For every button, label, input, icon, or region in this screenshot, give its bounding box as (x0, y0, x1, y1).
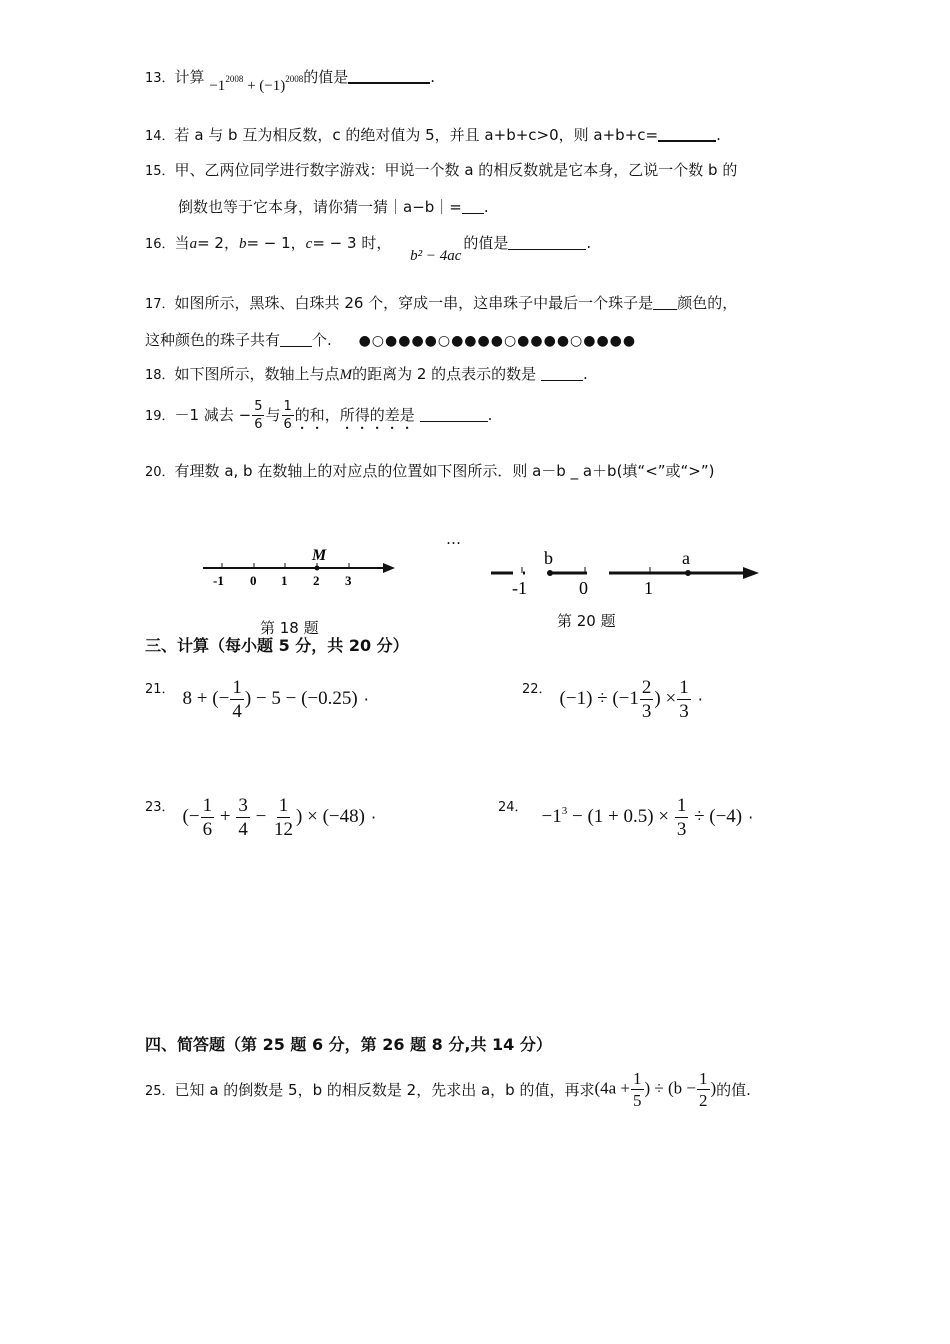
question-19: 19．－1 减去 − $\frac{5}{6}$ 与 $\frac{1}{6}$ 的和，所得的差是 . (145, 399, 493, 432)
q14-text: 若 a 与 b 互为相反数，c 的绝对值为 5，并且 a+b+c>0，则 a+b+c= (174, 126, 659, 144)
ellipsis: … (446, 530, 461, 548)
q16-expression: b² − 4ac (410, 248, 462, 264)
bead-string: ●○●●●●○●●●●○●●●●○●●●● (358, 333, 637, 349)
answer-blank[interactable] (280, 332, 312, 347)
question-number: 15． (145, 164, 175, 179)
question-number: 17． (145, 297, 175, 312)
figure-18-caption: 第 18 题 (260, 619, 319, 637)
question-number: 21． (145, 682, 175, 697)
point-b-label: b (544, 548, 553, 568)
question-21: 21． 8 + (− $\frac{1}{4}$ ) − 5 − (−0.25) · (145, 677, 369, 722)
tick-label: 0 (579, 578, 588, 598)
tick-label: -1 (213, 573, 224, 588)
question-24: 24． $-1^3 - (1 + 0.5)$ × $\frac{1}{3}$ ÷ (−4) · (498, 795, 754, 840)
axis-arrow (383, 563, 395, 573)
question-17-line2: 这种颜色的珠子共有 个. ●○●●●●○●●●●○●●●●○●●●● (145, 331, 637, 349)
question-17: 17．如图所示，黑珠、白珠共 26 个，穿成一串，这串珠子中最后一个珠子是 颜色的， (145, 294, 738, 312)
question-13: 13．计算 $-1^{2008} + (-1)^{2008}$的值是 . (145, 68, 436, 94)
point-m (315, 566, 320, 571)
question-number: 23． (145, 800, 175, 815)
q25-expression: (4a + $\frac{1}{5}$ ) ÷ (b − $\frac{1}{2}$ ) (594, 1069, 717, 1110)
axis-arrow (743, 567, 759, 579)
section-4-title: 四、简答题（第 25 题 6 分，第 26 题 8 分,共 14 分） (145, 1035, 552, 1054)
answer-blank[interactable] (541, 366, 583, 381)
section-3-title: 三、计算（每小题 5 分，共 20 分） (145, 636, 409, 655)
q16-tail: 的值是 (463, 234, 509, 252)
q15-line2: 倒数也等于它本身，请你猜一猜｜a−b｜= (178, 198, 462, 216)
figure-18-number-line (195, 540, 405, 590)
q20-text: 有理数 a, b 在数轴上的对应点的位置如下图所示．则 a－b _ a＋b(填“<”或“>”) (174, 462, 715, 480)
question-23: 23． (− $\frac{1}{6}$ + $\frac{3}{4}$ − $\frac{1}{12}$ ) × (−48) · (145, 795, 377, 840)
answer-blank[interactable] (653, 295, 677, 310)
answer-blank[interactable] (348, 68, 430, 84)
figure-20-number-line (485, 540, 765, 602)
question-15-line2: 倒数也等于它本身，请你猜一猜｜a−b｜= . (178, 198, 489, 216)
tick-label: 1 (644, 578, 653, 598)
question-15 (145, 159, 737, 180)
question-16: 16．当a= 2，b= − 1，c= − 3 时， b² − 4ac的值是 . (145, 234, 592, 264)
question-number: 14． (145, 129, 175, 144)
point-a (685, 570, 691, 576)
question-number: 24． (498, 800, 528, 815)
answer-blank[interactable] (658, 126, 716, 142)
question-number: 16． (145, 237, 175, 252)
tick-label: 3 (345, 573, 352, 588)
figure-20-caption: 第 20 题 (557, 612, 616, 630)
question-25: 25． 已知 a 的倒数是 5，b 的相反数是 2，先求出 a，b 的值，再求 (4a + $\frac{1}{5}$ ) ÷ (b − $\frac{1}{2}$ ) 的值. (145, 1069, 751, 1110)
q25-text: 已知 a 的倒数是 5，b 的相反数是 2，先求出 a，b 的值，再求 (174, 1081, 595, 1099)
answer-blank[interactable] (420, 407, 488, 422)
question-number: 25． (145, 1084, 175, 1099)
question-number: 22． (522, 682, 552, 697)
question-14: 14．若 a 与 b 互为相反数，c 的绝对值为 5，并且 a+b+c>0，则 a+b+c= . (145, 126, 721, 144)
answer-blank[interactable] (508, 235, 586, 250)
question-number: 19． (145, 409, 175, 424)
q22-expression: (−1) ÷ (−1 $\frac{2}{3}$ ) × $\frac{1}{3}$ (559, 677, 689, 722)
q13-tail: 的值是 (303, 68, 349, 86)
q15-line1: 甲、乙两位同学进行数字游戏：甲说一个数 a 的相反数就是它本身，乙说一个数 b 的 (174, 161, 738, 179)
answer-blank[interactable] (462, 199, 484, 214)
tick-label: 1 (281, 573, 288, 588)
q13-expression: $-1^{2008} + (-1)^{2008}$ (209, 74, 304, 94)
tick-label: 2 (313, 573, 320, 588)
q13-label: 计算 (174, 68, 205, 86)
tick-label: 0 (250, 573, 257, 588)
q24-expression: $-1^3 - (1 + 0.5)$ × $\frac{1}{3}$ ÷ (−4) (541, 795, 743, 840)
point-b (547, 570, 553, 576)
point-a-label: a (682, 548, 690, 568)
tick-label: -1 (512, 578, 527, 598)
point-m-label: M (312, 547, 327, 564)
question-20 (145, 460, 715, 481)
q21-expression: 8 + (− $\frac{1}{4}$ ) − 5 − (−0.25) (182, 677, 358, 722)
question-number: 18． (145, 368, 175, 383)
question-22: 22． (−1) ÷ (−1 $\frac{2}{3}$ ) × $\frac{1}{3}$ · (522, 677, 703, 722)
q23-expression: (− $\frac{1}{6}$ + $\frac{3}{4}$ − $\frac{1}{12}$ ) × (−48) (182, 795, 365, 840)
question-number: 20． (145, 465, 175, 480)
question-18: 18．如下图所示，数轴上与点M的距离为 2 的点表示的数是 . (145, 365, 588, 383)
question-number: 13． (145, 71, 175, 86)
